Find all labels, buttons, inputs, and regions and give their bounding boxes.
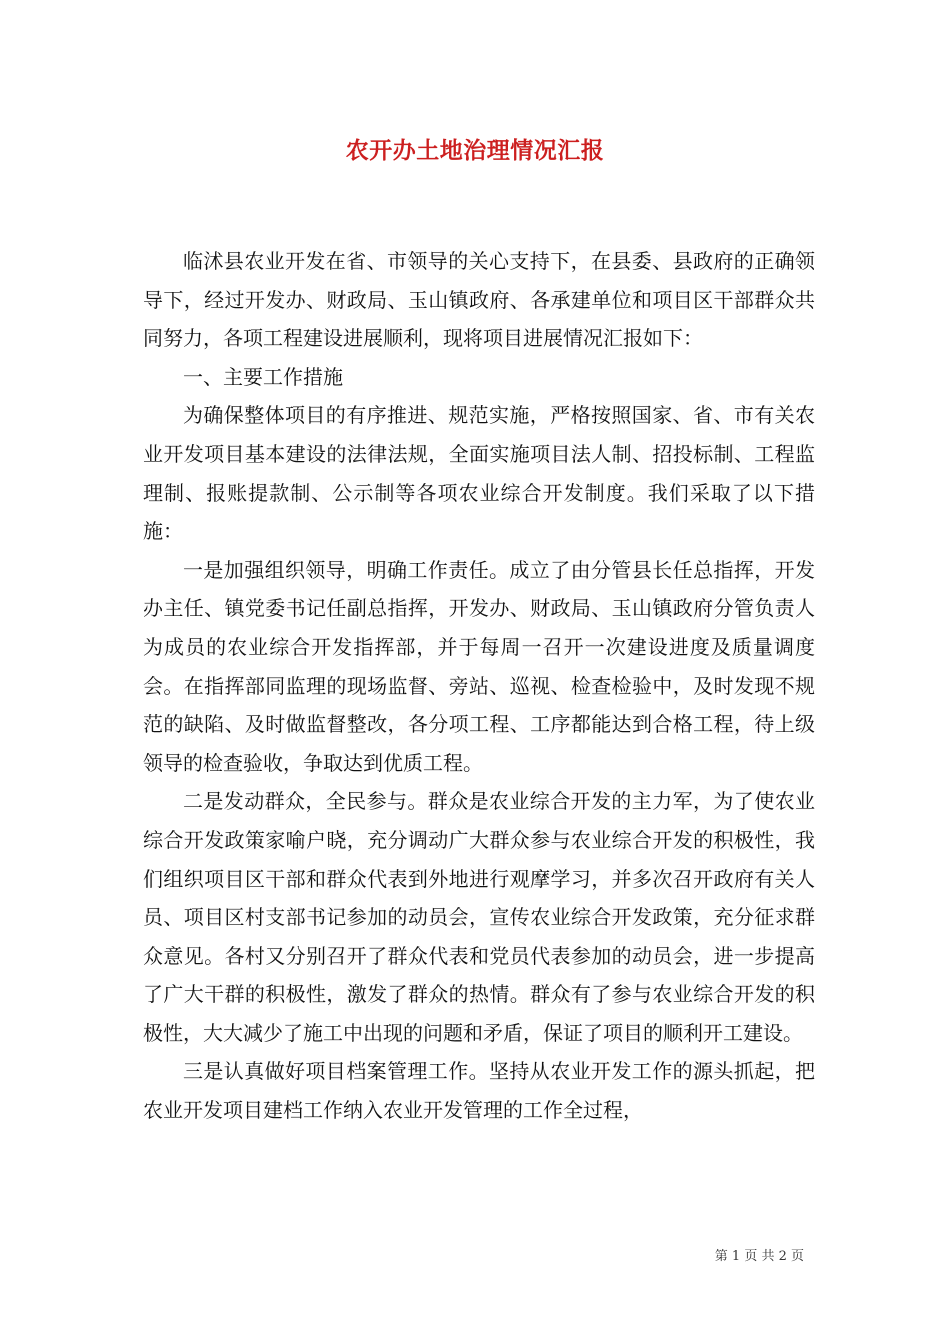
document-title: 农开办土地治理情况汇报 [345, 137, 605, 164]
measure-one-paragraph: 一是加强组织领导，明确工作责任。成立了由分管县长任总指挥，开发办主任、镇党委书记任副总指挥，开发办、财政局、玉山镇政府分管负责人为成员的农业综合开发指挥部，并于每周一召开一次建设进度及质量调度会。在指挥部同监理的现场监督、旁站、巡视、检查检验中，及时发现不规范的缺陷、及时做监督整改，各分项工程、工序都能达到合格工程，待上级领导的检查验收，争取达到优质工程。 [143, 557, 815, 775]
measure-three-paragraph: 三是认真做好项目档案管理工作。坚持从农业开发工作的源头抓起，把农业开发项目建档工作纳入农业开发管理的工作全过程， [143, 1059, 815, 1123]
section-intro-paragraph: 为确保整体项目的有序推进、规范实施，严格按照国家、省、市有关农业开发项目基本建设的法律法规，全面实施项目法人制、招投标制、工程监理制、报账提款制、公示制等各项农业综合开发制度。我们采取了以下措施： [143, 403, 815, 544]
document-body [143, 242, 815, 1130]
page-number-footer: 第 1 页 共 2 页 [714, 1249, 804, 1264]
intro-paragraph: 临沭县农业开发在省、市领导的关心支持下，在县委、县政府的正确领导下，经过开发办、财政局、玉山镇政府、各承建单位和项目区干部群众共同努力，各项工程建设进展顺利，现将项目进展情况汇报如下： [143, 249, 815, 351]
measure-two-paragraph: 二是发动群众，全民参与。群众是农业综合开发的主力军，为了使农业综合开发政策家喻户晓，充分调动广大群众参与农业综合开发的积极性，我们组织项目区干部和群众代表到外地进行观摩学习，并多次召开政府有关人员、项目区村支部书记参加的动员会，宣传农业综合开发政策，充分征求群众意见。各村又分别召开了群众代表和党员代表参加的动员会，进一步提高了广大干群的积极性，激发了群众的热情。群众有了参与农业综合开发的积极性，大大减少了施工中出现的问题和矛盾，保证了项目的顺利开工建设。 [143, 789, 815, 1045]
section-heading: 一、主要工作措施 [183, 364, 343, 389]
